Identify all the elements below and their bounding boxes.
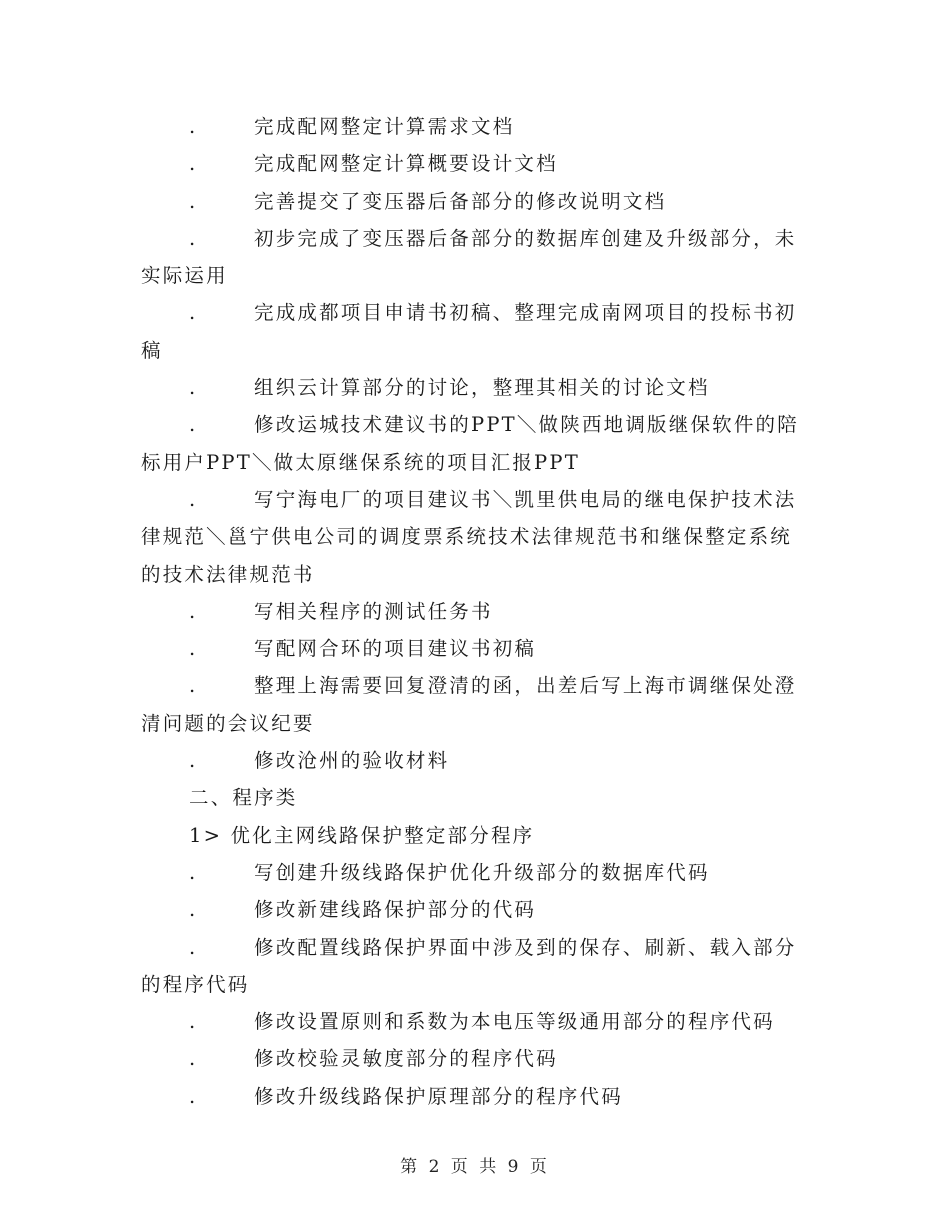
list-bullet: .	[189, 935, 196, 959]
list-bullet: .	[189, 115, 196, 138]
list-bullet: .	[189, 674, 196, 698]
list-bullet: .	[189, 189, 196, 213]
list-item-text: 初步完成了变压器后备部分的数据库创建及升级部分，未实际运用	[141, 226, 797, 288]
list-bullet: .	[189, 376, 196, 400]
section-title: 二、程序类	[189, 786, 298, 810]
list-item	[141, 593, 813, 630]
list-item-text: 写配网合环的项目建议书初稿	[254, 637, 537, 661]
list-item	[141, 183, 813, 220]
list-item-text: 写创建升级线路保护优化升级部分的数据库代码	[254, 860, 710, 884]
list-item	[141, 108, 813, 145]
list-bullet: .	[189, 749, 196, 773]
list-bullet: .	[189, 637, 196, 661]
list-item-text: 修改沧州的验收材料	[254, 749, 450, 773]
list-bullet: .	[189, 487, 196, 511]
list-item	[141, 220, 813, 295]
list-item-text: 写宁海电厂的项目建议书＼凯里供电局的继电保护技术法律规范＼邕宁供电公司的调度票系统技术法律规范书和继保整定系统的技术法律规范书	[141, 487, 797, 586]
list-item-text: 组织云计算部分的讨论，整理其相关的讨论文档	[254, 376, 710, 400]
list-item	[141, 1003, 813, 1040]
list-item	[141, 630, 813, 667]
list-item-text: 完成配网整定计算需求文档	[254, 115, 515, 138]
task-list-documents	[141, 108, 813, 779]
list-item-text: 完成配网整定计算概要设计文档	[254, 152, 558, 176]
list-item-text: 写相关程序的测试任务书	[254, 599, 493, 623]
list-item	[141, 1078, 813, 1115]
list-item-text: 完成成都项目申请书初稿、整理完成南网项目的投标书初稿	[141, 301, 797, 362]
list-bullet: .	[189, 599, 196, 623]
list-item	[141, 481, 813, 593]
list-bullet: .	[189, 152, 196, 176]
list-bullet: .	[189, 1010, 196, 1034]
list-item-text: 修改配置线路保护界面中涉及到的保存、刷新、载入部分的程序代码	[141, 935, 797, 996]
list-item-text: 修改升级线路保护原理部分的程序代码	[254, 1084, 623, 1108]
list-item	[141, 667, 813, 742]
list-item-text: 修改校验灵敏度部分的程序代码	[254, 1047, 558, 1071]
page-footer: 第 2 页 共 9 页	[400, 1157, 550, 1177]
task-list-programs	[141, 854, 813, 1115]
list-item	[141, 369, 813, 406]
list-item-text: 完善提交了变压器后备部分的修改说明文档	[254, 189, 667, 213]
document-body	[141, 108, 813, 1115]
list-item-text: 修改设置原则和系数为本电压等级通用部分的程序代码	[254, 1010, 775, 1034]
list-item	[141, 145, 813, 182]
list-bullet: .	[189, 860, 196, 884]
list-item	[141, 742, 813, 779]
list-item	[141, 929, 813, 1004]
list-item	[141, 406, 813, 481]
list-item-text: 整理上海需要回复澄清的函，出差后写上海市调继保处澄清问题的会议纪要	[141, 674, 797, 735]
list-bullet: .	[189, 413, 196, 437]
list-bullet: .	[189, 1047, 196, 1071]
list-item	[141, 1040, 813, 1077]
subsection-title: 1> 优化主网线路保护整定部分程序	[189, 823, 535, 847]
list-bullet: .	[189, 301, 196, 325]
list-item	[141, 294, 813, 369]
list-item-text: 修改运城技术建议书的PPT＼做陕西地调版继保软件的陪标用户PPT＼做太原继保系统的项目汇报PPT	[141, 413, 799, 474]
list-item-text: 修改新建线路保护部分的代码	[254, 898, 537, 922]
list-item	[141, 854, 813, 891]
list-bullet: .	[189, 898, 196, 922]
list-bullet: .	[189, 226, 196, 250]
list-item	[141, 891, 813, 928]
list-bullet: .	[189, 1084, 196, 1108]
